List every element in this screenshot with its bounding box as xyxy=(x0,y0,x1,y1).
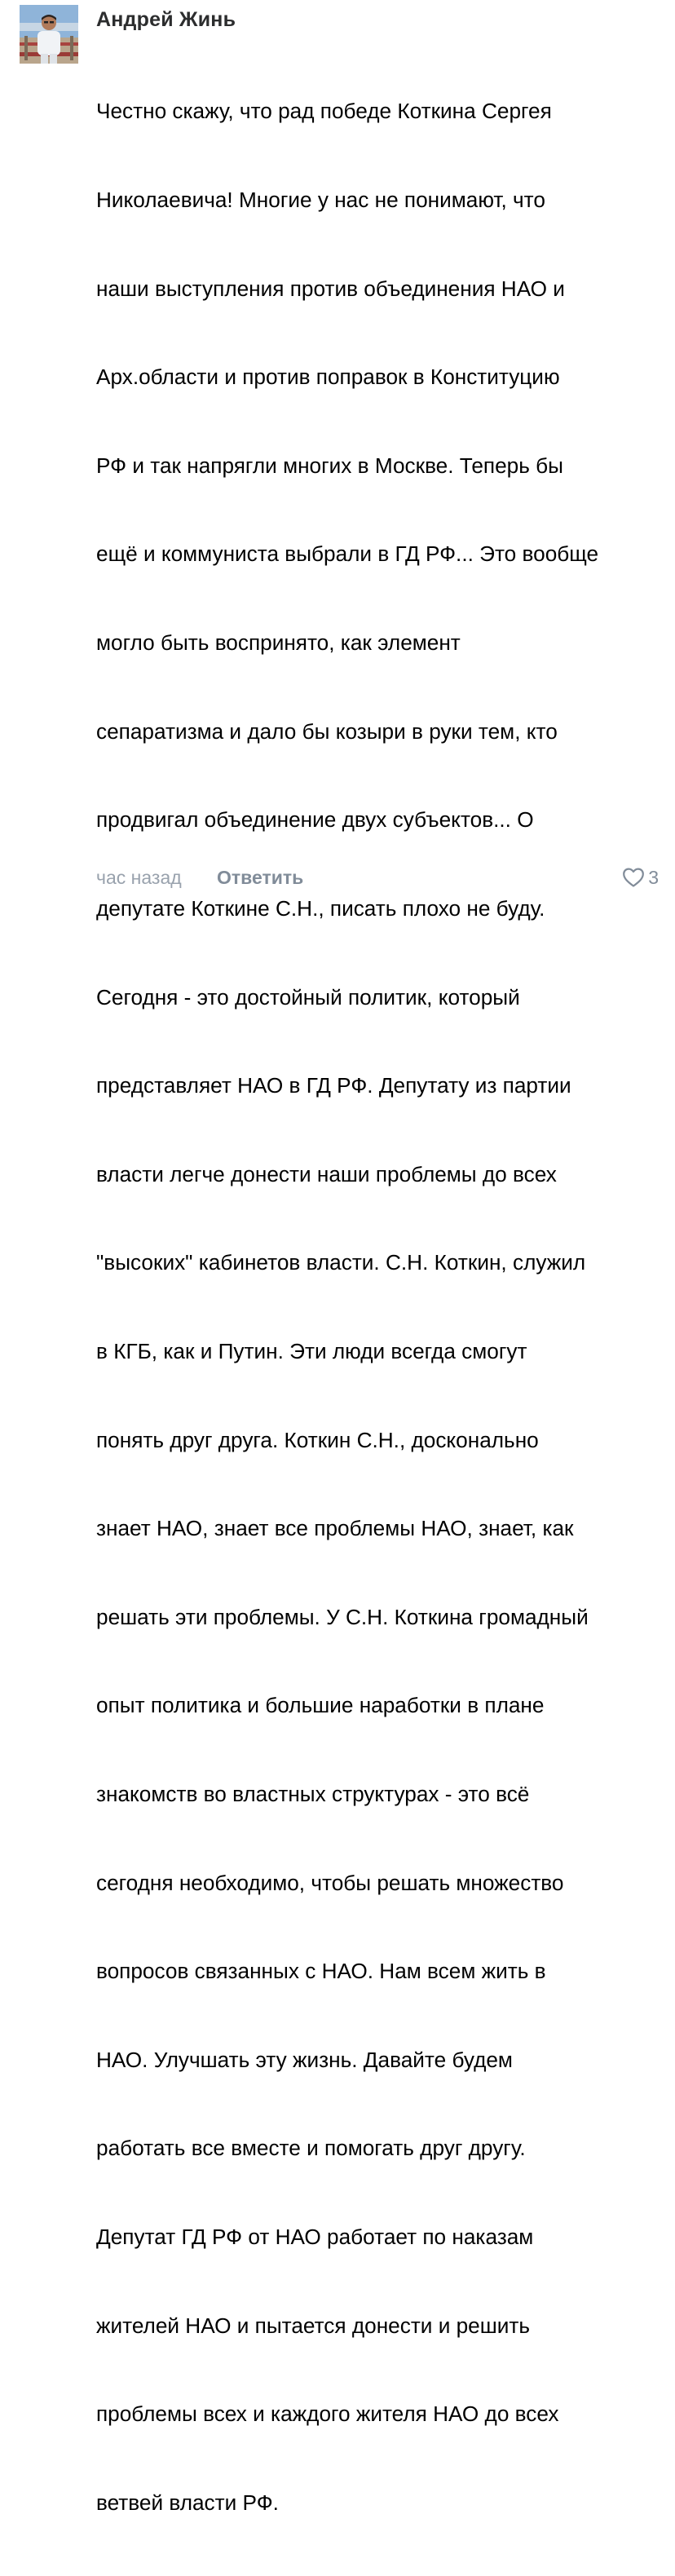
comment-text-line: Николаевича! Многие у нас не понимают, что xyxy=(96,188,545,213)
like-button[interactable] xyxy=(622,863,659,892)
comment-text-line: ветвей власти РФ. xyxy=(96,2490,279,2515)
comment-text-line: Сегодня - это достойный политик, который xyxy=(96,984,520,1010)
comment-text-line: работать все вместе и помогать друг другу. xyxy=(96,2136,526,2161)
comment-text-line: Честно скажу, что рад победе Коткина Сергея xyxy=(96,99,552,124)
comment-text-line: знакомств во властных структурах - это всё xyxy=(96,1781,530,1806)
comment-text xyxy=(96,38,667,2576)
comment-footer xyxy=(96,863,659,892)
reply-button[interactable]: Ответить xyxy=(217,867,304,888)
avatar[interactable] xyxy=(20,5,78,64)
comment-text-line: вопросов связанных с НАО. Нам всем жить в xyxy=(96,1959,546,1984)
comment-text-line: Арх.области и против поправок в Конституцию xyxy=(96,365,560,390)
comment-text-line: РФ и так напрягли многих в Москве. Теперь бы xyxy=(96,453,563,478)
comment-body xyxy=(96,5,667,2576)
comment-text-line: знает НАО, знает все проблемы НАО, знает, как xyxy=(96,1516,574,1541)
comment-text-line: ещё и коммуниста выбрали в ГД РФ... Это вообще xyxy=(96,541,599,567)
like-count: 3 xyxy=(648,867,659,888)
comment-text-line: депутате Коткине С.Н., писать плохо не буду. xyxy=(96,895,545,921)
comment-text-line: сегодня необходимо, чтобы решать множество xyxy=(96,1870,564,1895)
comment-text-line: власти легче донести наши проблемы до всех xyxy=(96,1161,557,1186)
comment-text-line: решать эти проблемы. У С.Н. Коткина громадный xyxy=(96,1604,589,1629)
comment-text-line: сепаратизма и дало бы козыри в руки тем, кто xyxy=(96,718,558,744)
comment-text-line: НАО. Улучшать эту жизнь. Давайте будем xyxy=(96,2047,513,2072)
comment-text-line: проблемы всех и каждого жителя НАО до всех xyxy=(96,2401,559,2427)
comment-text-line: опыт политика и большие наработки в плане xyxy=(96,1693,545,1718)
comment-text-line: могло быть воспринято, как элемент xyxy=(96,630,461,656)
comment-text-line: продвигал объединение двух субъектов... О xyxy=(96,807,534,833)
comment-text-line: жителей НАО и пытается донести и решить xyxy=(96,2313,531,2338)
comment-timestamp: час назад xyxy=(96,867,182,888)
comment-text-line: понять друг друга. Коткин С.Н., досконально xyxy=(96,1427,539,1452)
comment-text-line: Депутат ГД РФ от НАО работает по наказам xyxy=(96,2225,534,2250)
comment-text-line: "высоких" кабинетов власти. С.Н. Коткин, служил xyxy=(96,1250,586,1275)
comment-text-line: наши выступления против объединения НАО и xyxy=(96,276,565,301)
comment-text-line: в КГБ, как и Путин. Эти люди всегда смогут xyxy=(96,1338,527,1363)
comment-text-line: представляет НАО в ГД РФ. Депутату из партии xyxy=(96,1073,571,1098)
comment-author[interactable]: Андрей Жинь xyxy=(96,8,236,31)
user-avatar-photo xyxy=(20,5,78,64)
heart-outline-icon xyxy=(622,867,645,888)
